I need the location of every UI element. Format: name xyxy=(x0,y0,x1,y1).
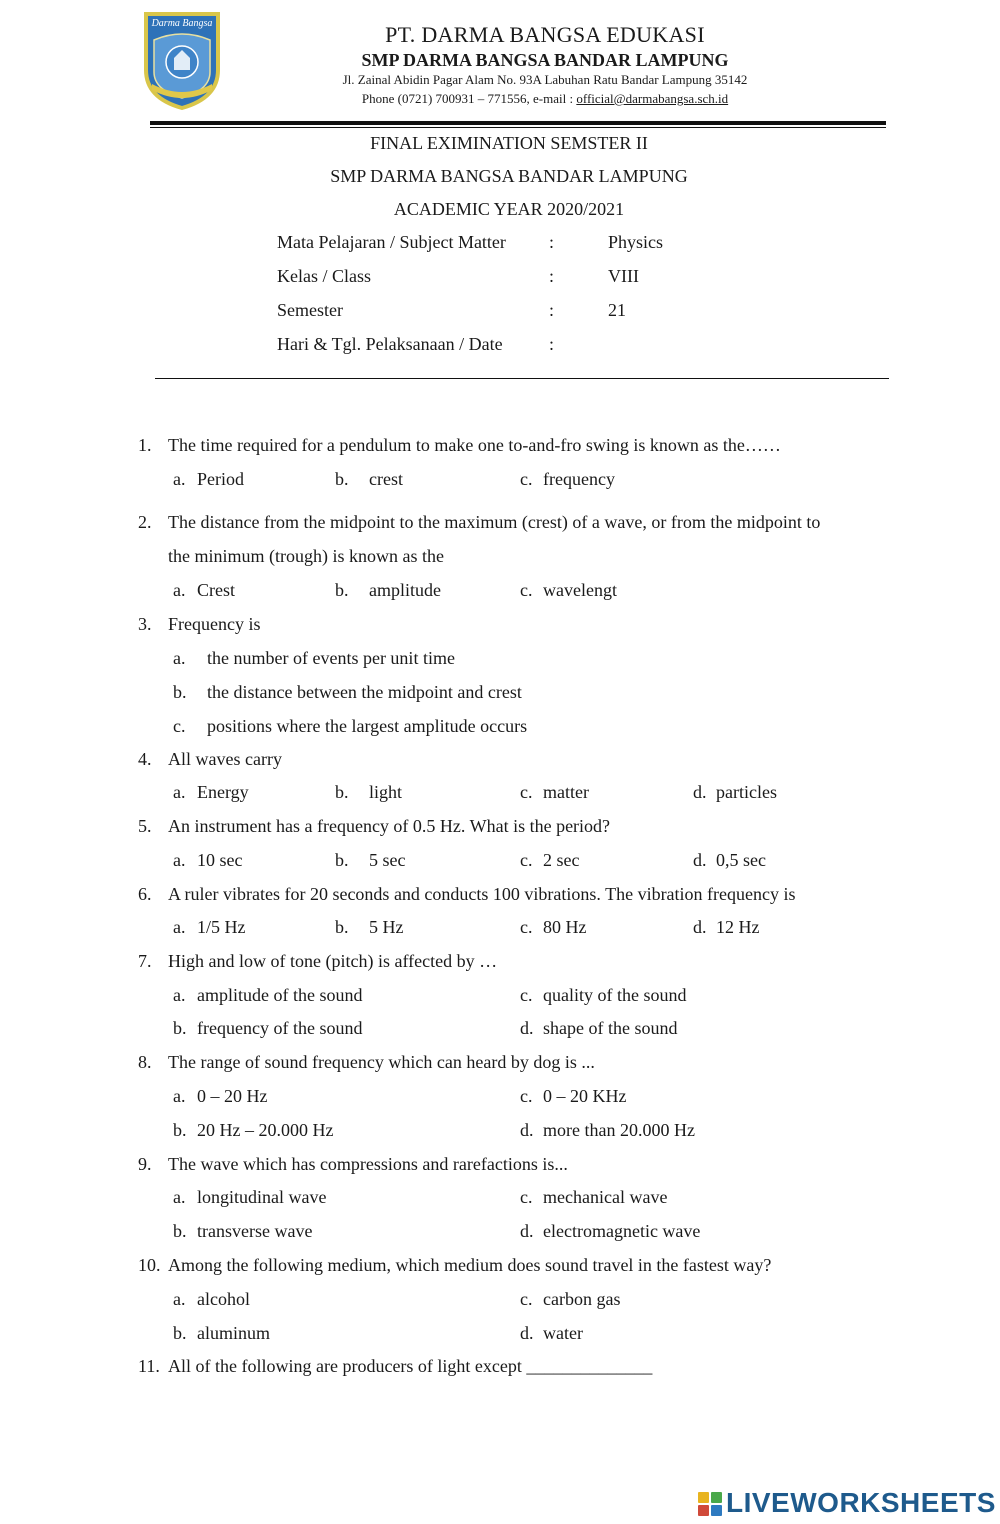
logo-text: Darma Bangsa xyxy=(151,18,213,29)
question-text: Frequency is xyxy=(168,614,261,634)
question-text: All waves carry xyxy=(168,749,282,769)
question-number: 5. xyxy=(138,816,152,836)
option-text: shape of the sound xyxy=(543,1018,678,1038)
question-number: 3. xyxy=(138,614,152,634)
option-letter: a. xyxy=(173,580,186,600)
question-text: The time required for a pendulum to make one to-and-fro swing is known as the…… xyxy=(168,435,781,455)
option-letter: a. xyxy=(173,917,186,937)
option-letter: b. xyxy=(335,580,349,600)
option-letter: b. xyxy=(173,1323,187,1343)
option-text: transverse wave xyxy=(197,1221,313,1241)
option-text: 1/5 Hz xyxy=(197,917,246,937)
contact-phone: Phone (0721) 700931 – 771556, e-mail : xyxy=(361,91,577,106)
exam-school: SMP DARMA BANGSA BANDAR LAMPUNG xyxy=(330,166,688,186)
info-colon: : xyxy=(549,300,555,320)
option-letter: c. xyxy=(173,716,186,736)
option-text: light xyxy=(369,782,403,802)
info-value: VIII xyxy=(608,266,639,286)
option-text: the number of events per unit time xyxy=(207,648,455,668)
exam-year: ACADEMIC YEAR 2020/2021 xyxy=(393,199,625,219)
info-label: Semester xyxy=(277,300,343,320)
school-logo xyxy=(140,10,224,110)
option-text: positions where the largest amplitude occurs xyxy=(207,716,528,736)
option-letter: c. xyxy=(520,917,533,937)
header-rule-thick xyxy=(150,121,886,125)
option-text: aluminum xyxy=(197,1323,270,1343)
option-text: wavelengt xyxy=(543,580,617,600)
option-letter: c. xyxy=(520,1289,533,1309)
option-text: Energy xyxy=(197,782,249,802)
question-text: High and low of tone (pitch) is affected by … xyxy=(168,951,498,971)
question-number: 2. xyxy=(138,512,152,532)
header-rule-thin xyxy=(150,127,886,128)
option-text: mechanical wave xyxy=(543,1187,668,1207)
option-text: crest xyxy=(369,469,403,489)
option-letter: b. xyxy=(173,1221,187,1241)
question-text: All of the following are producers of light except ______________ xyxy=(168,1356,653,1376)
option-letter: a. xyxy=(173,1086,186,1106)
option-text: Period xyxy=(197,469,244,489)
option-letter: b. xyxy=(335,850,349,870)
option-text: 5 sec xyxy=(369,850,406,870)
option-text: more than 20.000 Hz xyxy=(543,1120,695,1140)
option-letter: d. xyxy=(693,917,707,937)
question-number: 6. xyxy=(138,884,152,904)
watermark-text: LIVEWORKSHEETS xyxy=(726,1487,996,1518)
option-text: particles xyxy=(716,782,777,802)
option-letter: b. xyxy=(173,1120,187,1140)
option-letter: c. xyxy=(520,985,533,1005)
option-letter: d. xyxy=(693,782,707,802)
option-letter: b. xyxy=(173,682,187,702)
option-letter: d. xyxy=(520,1120,534,1140)
option-text: frequency xyxy=(543,469,615,489)
question-number: 8. xyxy=(138,1052,152,1072)
liveworksheets-logo-icon xyxy=(698,1492,722,1518)
info-rule xyxy=(155,378,889,379)
question-text: The wave which has compressions and rarefactions is... xyxy=(168,1154,568,1174)
school-contact xyxy=(230,91,860,107)
info-label: Kelas / Class xyxy=(277,266,371,286)
info-label: Hari & Tgl. Pelaksanaan / Date xyxy=(277,334,503,354)
option-letter: d. xyxy=(693,850,707,870)
option-letter: a. xyxy=(173,1187,186,1207)
option-text: Crest xyxy=(197,580,235,600)
option-letter: c. xyxy=(520,1187,533,1207)
option-letter: a. xyxy=(173,782,186,802)
option-letter: d. xyxy=(520,1018,534,1038)
option-letter: b. xyxy=(335,917,349,937)
question-text: A ruler vibrates for 20 seconds and conducts 100 vibrations. The vibration frequency is xyxy=(168,884,796,904)
question-number: 9. xyxy=(138,1154,152,1174)
question-number: 7. xyxy=(138,951,152,971)
option-letter: b. xyxy=(335,469,349,489)
info-colon: : xyxy=(549,334,555,354)
info-label: Mata Pelajaran / Subject Matter xyxy=(277,232,506,252)
info-value: 21 xyxy=(608,300,626,320)
company-name: PT. DARMA BANGSA EDUKASI xyxy=(385,22,705,47)
option-text: 12 Hz xyxy=(716,917,760,937)
option-letter: c. xyxy=(520,1086,533,1106)
option-letter: c. xyxy=(520,782,533,802)
option-text: electromagnetic wave xyxy=(543,1221,701,1241)
option-letter: d. xyxy=(520,1323,534,1343)
option-text: 0 – 20 KHz xyxy=(543,1086,627,1106)
question-number: 10. xyxy=(138,1255,161,1275)
info-value: Physics xyxy=(608,232,664,252)
option-text: 10 sec xyxy=(197,850,243,870)
option-text: 0,5 sec xyxy=(716,850,766,870)
option-text: longitudinal wave xyxy=(197,1187,327,1207)
option-letter: a. xyxy=(173,985,186,1005)
info-colon: : xyxy=(549,266,555,286)
option-text: frequency of the sound xyxy=(197,1018,363,1038)
option-text: carbon gas xyxy=(543,1289,621,1309)
option-letter: c. xyxy=(520,850,533,870)
question-number: 11. xyxy=(138,1356,160,1376)
option-letter: b. xyxy=(335,782,349,802)
option-letter: b. xyxy=(173,1018,187,1038)
option-text: amplitude of the sound xyxy=(197,985,363,1005)
question-text: The range of sound frequency which can heard by dog is ... xyxy=(168,1052,595,1072)
option-letter: c. xyxy=(520,580,533,600)
option-text: matter xyxy=(543,782,589,802)
option-text: 0 – 20 Hz xyxy=(197,1086,268,1106)
option-text: water xyxy=(543,1323,583,1343)
option-text: 5 Hz xyxy=(369,917,404,937)
question-text-continued: the minimum (trough) is known as the xyxy=(168,546,444,566)
option-text: 20 Hz – 20.000 Hz xyxy=(197,1120,334,1140)
option-text: the distance between the midpoint and crest xyxy=(207,682,522,702)
option-text: amplitude xyxy=(369,580,441,600)
question-text: An instrument has a frequency of 0.5 Hz. What is the period? xyxy=(168,816,611,836)
question-text: The distance from the midpoint to the maximum (crest) of a wave, or from the midpoint to xyxy=(168,512,821,532)
email-link[interactable]: official@darmabangsa.sch.id xyxy=(576,91,729,106)
school-address: Jl. Zainal Abidin Pagar Alam No. 93A Labuhan Ratu Bandar Lampung 35142 xyxy=(342,72,748,87)
option-text: 80 Hz xyxy=(543,917,587,937)
option-letter: a. xyxy=(173,648,186,668)
option-text: alcohol xyxy=(197,1289,250,1309)
option-text: quality of the sound xyxy=(543,985,687,1005)
option-letter: d. xyxy=(520,1221,534,1241)
option-letter: a. xyxy=(173,850,186,870)
option-text: 2 sec xyxy=(543,850,580,870)
option-letter: a. xyxy=(173,469,186,489)
question-text: Among the following medium, which medium does sound travel in the fastest way? xyxy=(168,1255,772,1275)
exam-title: FINAL EXIMINATION SEMSTER II xyxy=(370,133,648,153)
info-colon: : xyxy=(549,232,555,252)
question-number: 4. xyxy=(138,749,152,769)
school-name: SMP DARMA BANGSA BANDAR LAMPUNG xyxy=(361,50,729,70)
option-letter: c. xyxy=(520,469,533,489)
question-number: 1. xyxy=(138,435,152,455)
option-letter: a. xyxy=(173,1289,186,1309)
